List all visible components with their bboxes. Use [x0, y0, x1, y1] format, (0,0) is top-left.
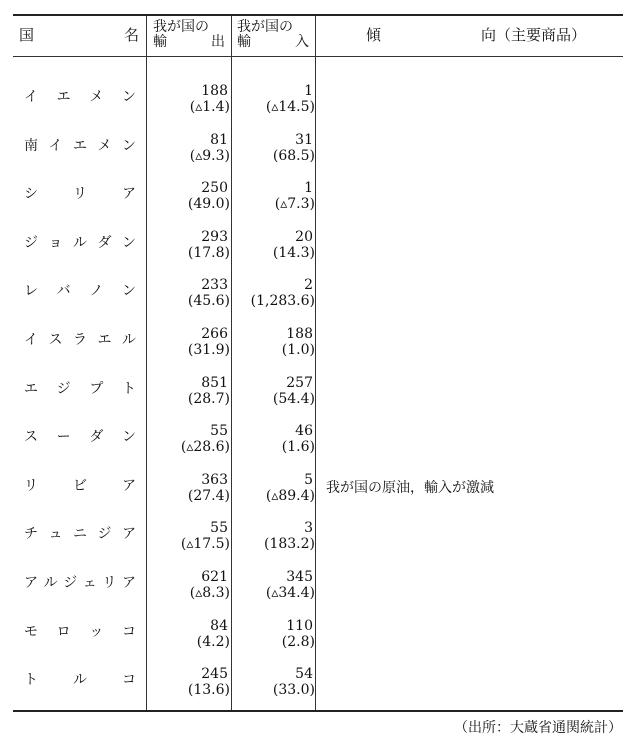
country-name: レ バ ノ ン	[24, 283, 136, 300]
export-value: 851 (28.7)	[146, 375, 230, 407]
import-value: 1 (▵14.5)	[231, 83, 315, 115]
header-divider	[13, 56, 623, 57]
export-change-pct: (49.0)	[187, 196, 230, 213]
export-change-pct: (31.9)	[187, 342, 230, 358]
header-export: 我が国の 輸 出	[153, 19, 225, 50]
import-value: 31 (68.5)	[231, 132, 315, 164]
export-value: 233 (45.6)	[146, 277, 230, 309]
import-change-pct: (54.4)	[272, 390, 315, 407]
export-value: 250 (49.0)	[146, 180, 230, 212]
table-row	[13, 273, 623, 323]
export-change-pct: (▵1.4)	[189, 99, 230, 115]
table-row	[13, 128, 623, 178]
country-name: イ エ メ ン	[24, 89, 136, 105]
import-change-pct: (▵7.3)	[274, 196, 315, 213]
export-value: 55 (▵28.6)	[146, 423, 230, 455]
export-change-pct: (17.8)	[187, 244, 230, 261]
header-trend: 傾 向（主要商品）	[366, 26, 587, 44]
export-value: 84 (4.2)	[146, 618, 230, 650]
import-value: 2 (1,283.6)	[231, 277, 315, 309]
table-row	[13, 516, 623, 566]
import-value: 257 (54.4)	[231, 375, 315, 407]
country-name: ト ル コ	[24, 672, 136, 689]
export-change-pct: (45.6)	[187, 293, 230, 310]
export-value: 81 (▵9.3)	[146, 132, 230, 164]
table-row	[13, 322, 623, 372]
export-change-pct: (▵28.6)	[180, 439, 230, 456]
export-value: 188 (▵1.4)	[146, 83, 230, 115]
header-country: 国 名	[19, 26, 139, 44]
import-change-pct: (14.3)	[272, 244, 315, 261]
import-change-pct: (1,283.6)	[250, 293, 315, 310]
import-value: 5 (▵89.4)	[231, 472, 315, 504]
trade-table	[13, 14, 623, 712]
import-value: 110 (2.8)	[231, 618, 315, 650]
import-value: 54 (33.0)	[231, 666, 315, 698]
import-change-pct: (183.2)	[263, 536, 315, 553]
country-name: エ ジ プ ト	[24, 380, 136, 397]
country-name: ス ー ダ ン	[24, 429, 136, 446]
export-change-pct: (▵9.3)	[189, 147, 230, 164]
country-name: ア ル ジ ェ リ ア	[24, 575, 136, 591]
country-name: チ ュ ニ ジ ア	[24, 526, 136, 543]
import-change-pct: (68.5)	[272, 147, 315, 164]
table-row	[13, 79, 623, 129]
export-change-pct: (4.2)	[196, 633, 230, 650]
import-value: 345 (▵34.4)	[231, 569, 315, 601]
import-value: 188 (1.0)	[231, 326, 315, 358]
export-value: 363 (27.4)	[146, 472, 230, 504]
country-name: イ ス ラ エ ル	[24, 332, 136, 348]
export-value: 245 (13.6)	[146, 666, 230, 698]
country-name: ジ ョ ル ダ ン	[24, 234, 136, 251]
export-change-pct: (▵8.3)	[189, 585, 230, 601]
import-change-pct: (▵14.5)	[265, 99, 315, 115]
source-note: （出所：大蔵省通関統計）	[454, 720, 622, 736]
trend-note: 我が国の原油，輸入が激減	[326, 479, 494, 496]
table-row	[13, 468, 623, 518]
export-value: 55 (▵17.5)	[146, 520, 230, 552]
country-name: モ ロ ッ コ	[24, 623, 136, 640]
import-value: 3 (183.2)	[231, 520, 315, 552]
import-change-pct: (▵89.4)	[265, 487, 315, 504]
import-change-pct: (1.6)	[281, 439, 315, 456]
country-name: シ リ ア	[24, 186, 136, 203]
import-value: 1 (▵7.3)	[231, 180, 315, 212]
table-row	[13, 565, 623, 615]
import-change-pct: (1.0)	[281, 342, 315, 358]
export-value: 293 (17.8)	[146, 229, 230, 261]
table-row	[13, 371, 623, 421]
import-change-pct: (▵34.4)	[265, 585, 315, 601]
header-import: 我が国の 輸 入	[237, 19, 309, 50]
import-value: 20 (14.3)	[231, 229, 315, 261]
export-value: 621 (▵8.3)	[146, 569, 230, 601]
import-value: 46 (1.6)	[231, 423, 315, 455]
table-row	[13, 662, 623, 712]
export-value: 266 (31.9)	[146, 326, 230, 358]
export-change-pct: (27.4)	[187, 487, 230, 504]
table-row	[13, 225, 623, 275]
country-name: リ ビ ア	[24, 477, 136, 494]
table-row	[13, 176, 623, 226]
export-change-pct: (13.6)	[187, 682, 230, 699]
country-name: 南 イ エ メ ン	[24, 137, 136, 154]
table-row	[13, 419, 623, 469]
export-change-pct: (28.7)	[187, 390, 230, 407]
export-change-pct: (▵17.5)	[180, 536, 230, 553]
table-row	[13, 614, 623, 664]
import-change-pct: (33.0)	[272, 682, 315, 699]
import-change-pct: (2.8)	[281, 633, 315, 650]
